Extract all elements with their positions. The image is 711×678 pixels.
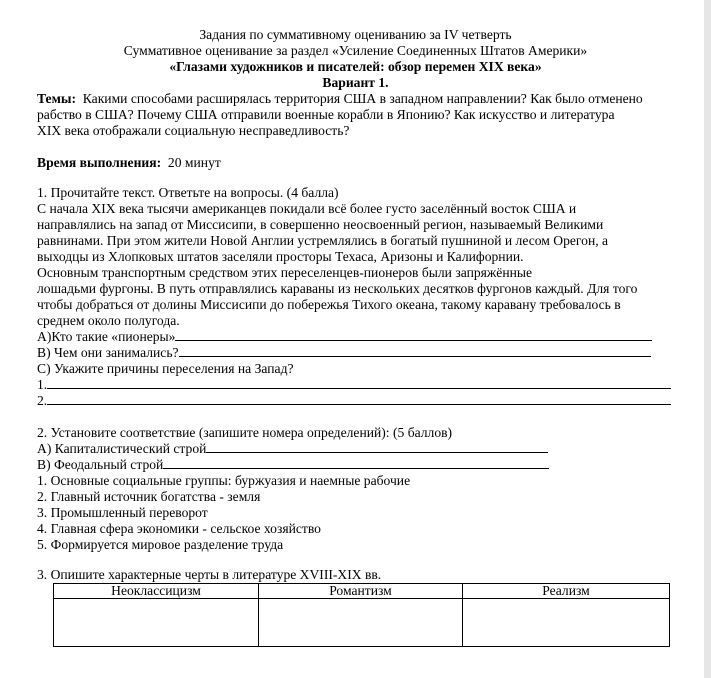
- cell-romanticism[interactable]: [259, 599, 463, 647]
- task1-text-line: равнинами. При этом жители Новой Англии устремлялись в богатый пушниной и лесом Орегон, а: [37, 233, 609, 248]
- column-realism: Реализм: [463, 584, 670, 599]
- time-value: 20 минут: [161, 155, 221, 170]
- task1-question-a: [37, 329, 652, 345]
- task1-text-line: чтобы добраться от долины Миссисипи до побережья Тихого океана, такому каравану требовалось в: [37, 297, 621, 312]
- themes-text-1: Какими способами расширялась территория США в западном направлении? Как было отменено: [75, 91, 643, 106]
- variant-title: Вариант 1.: [322, 75, 389, 90]
- header-subtitle: «Глазами художников и писателей: обзор перемен XIX века»: [169, 59, 542, 74]
- answer-line-2[interactable]: [47, 393, 671, 405]
- task1-text-line: лошадьми фургоны. В путь отправлялись караваны из нескольких десятков фургонов каждый. Для того: [37, 281, 638, 296]
- match-answer-line-a[interactable]: [206, 441, 548, 453]
- task2-question-b: [37, 457, 549, 473]
- themes-line-2: рабство в США? Почему США отправили военные корабли в Японию? Как искусство и литература: [37, 107, 615, 122]
- page-edge-shadow: [704, 0, 711, 678]
- task2-question-a: [37, 441, 548, 457]
- literature-table: [53, 583, 670, 647]
- definition-item: 4. Главная сфера экономики - сельское хозяйство: [37, 521, 321, 536]
- column-neoclassicism: Неоклассицизм: [54, 584, 259, 599]
- task1-heading: 1. Прочитайте текст. Ответьте на вопросы. (4 балла): [37, 185, 339, 200]
- time-line: [37, 155, 221, 171]
- literature-table-row: [54, 599, 670, 647]
- cell-realism[interactable]: [463, 599, 670, 647]
- themes-line-1: [37, 91, 643, 107]
- task1-question-b: [37, 345, 651, 361]
- match-answer-line-b[interactable]: [163, 457, 549, 469]
- definition-item: 1. Основные социальные группы: буржуазия и наемные рабочие: [37, 473, 411, 488]
- answer-number-2: 2.: [37, 393, 48, 408]
- task1-text-line: выходцы из Хлопковых штатов заселяли просторы Техаса, Аризоны и Калифорнии.: [37, 249, 524, 264]
- themes-label: Темы:: [37, 91, 76, 106]
- definition-item: 5. Формируется мировое разделение труда: [37, 537, 284, 552]
- task3-heading: 3. Опишите характерные черты в литературе XVIII-XIX вв.: [37, 567, 382, 582]
- definition-item: 3. Промышленный переворот: [37, 505, 208, 520]
- task2-heading: 2. Установите соответствие (запишите номера определений): (5 баллов): [37, 425, 453, 440]
- column-romanticism: Романтизм: [259, 584, 463, 599]
- header-line-1: Задания по суммативному оцениванию за IV четверть: [199, 27, 512, 42]
- task2-question-a-label: А) Капиталистический строй: [37, 441, 207, 456]
- cell-neoclassicism[interactable]: [54, 599, 259, 647]
- task1-text-line: среднем около полугода.: [37, 313, 180, 328]
- task1-text-line: С начала XIX века тысячи американцев покидали всё более густо заселённый восток США и: [37, 201, 577, 216]
- answer-line-b[interactable]: [179, 345, 651, 357]
- definition-item: 2. Главный источник богатства - земля: [37, 489, 261, 504]
- task1-question-a-label: А)Кто такие «пионеры»: [37, 329, 176, 344]
- themes-line-3: XIX века отображали социальную несправедливость?: [37, 123, 350, 138]
- variant-line: [0, 75, 711, 91]
- literature-table-header: [54, 584, 670, 599]
- answer-line-a[interactable]: [175, 329, 652, 341]
- task1-question-c: С) Укажите причины переселения на Запад?: [37, 361, 294, 376]
- task1-text-line: направлялись на запад от Миссисипи, в совершенно неосвоенный регион, называемый Великими: [37, 217, 604, 232]
- task1-question-b-label: В) Чем они занимались?: [37, 345, 179, 360]
- task1-text-line: Основным транспортным средством этих переселенцев-пионеров были запряжённые: [37, 265, 533, 280]
- time-label: Время выполнения:: [37, 155, 162, 170]
- task2-question-b-label: В) Феодальный строй: [37, 457, 164, 472]
- answer-line-1[interactable]: [47, 377, 671, 389]
- header-line-2: Суммативное оценивание за раздел «Усиление Соединенных Штатов Америки»: [123, 43, 588, 58]
- task1-answer-2: [37, 393, 671, 409]
- answer-number-1: 1.: [37, 377, 48, 392]
- header-line-3: [0, 59, 711, 75]
- task1-answer-1: [37, 377, 671, 393]
